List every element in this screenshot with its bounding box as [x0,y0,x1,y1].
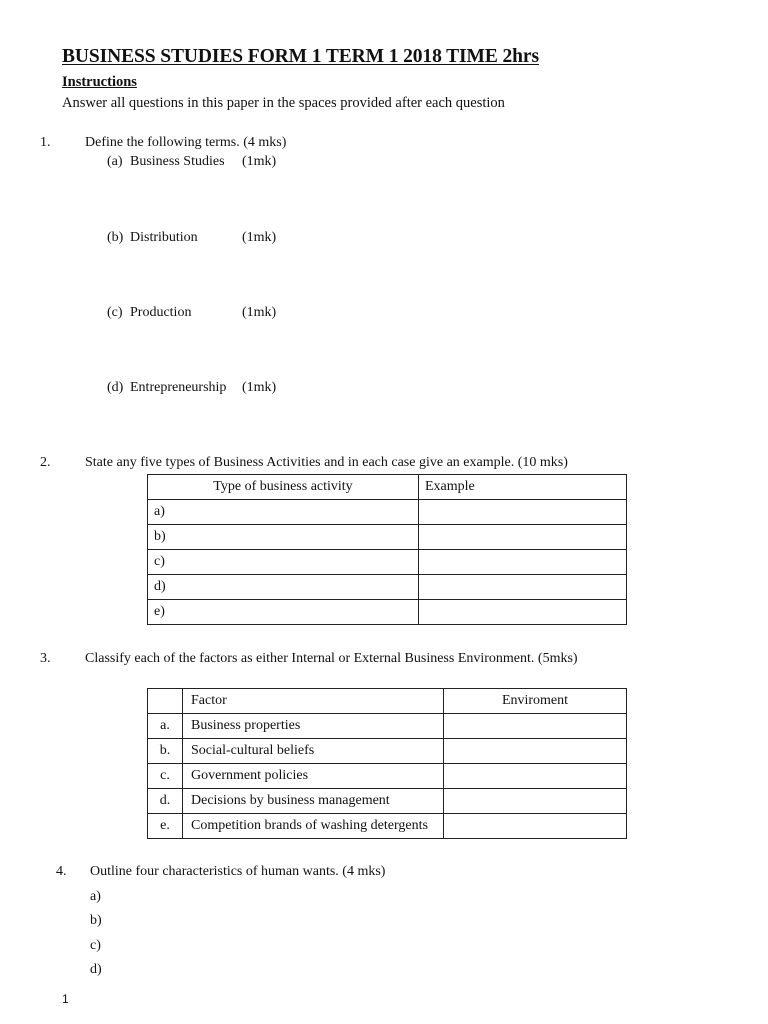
column-header-environment: Enviroment [444,689,627,714]
q1-part-a-marks: (1mk) [242,154,277,169]
q4-item-d: d) [90,962,102,977]
question-1-number: 1. [40,135,51,150]
table-row [148,575,627,600]
question-4-number: 4. [56,864,67,879]
row-label: a. [148,714,183,739]
row-label: c. [148,764,183,789]
factor-cell: Decisions by business management [183,789,444,814]
answer-cell[interactable] [419,525,627,550]
q4-item-c: c) [90,938,101,953]
column-header-type: Type of business activity [148,475,419,500]
q1-part-c-term: Production [130,305,192,320]
question-3-number: 3. [40,651,51,666]
row-label: a) [148,500,419,525]
table-header-row [148,689,627,714]
row-label: e. [148,814,183,839]
factor-cell: Competition brands of washing detergents [183,814,444,839]
q1-part-c-marks: (1mk) [242,305,277,320]
table-row [148,764,627,789]
table-row [148,789,627,814]
instructions-heading: Instructions [62,74,137,90]
q4-item-b: b) [90,913,102,928]
q1-part-b-term: Distribution [130,230,198,245]
q1-part-b-marks: (1mk) [242,230,277,245]
row-label: d) [148,575,419,600]
answer-cell[interactable] [444,814,627,839]
row-label: b) [148,525,419,550]
answer-cell[interactable] [444,739,627,764]
q1-part-d-marks: (1mk) [242,380,277,395]
answer-cell[interactable] [419,575,627,600]
question-1-text: Define the following terms. (4 mks) [85,135,287,150]
answer-cell[interactable] [444,714,627,739]
page-title: BUSINESS STUDIES FORM 1 TERM 1 2018 TIME 2hrs [62,46,539,67]
instructions-text: Answer all questions in this paper in the spaces provided after each question [62,95,505,111]
table-row [148,500,627,525]
business-environment-table [147,688,627,839]
factor-cell: Government policies [183,764,444,789]
column-header-example: Example [419,475,627,500]
q1-part-b-label: (b) [107,230,124,245]
row-label: d. [148,789,183,814]
factor-cell: Business properties [183,714,444,739]
table-row [148,525,627,550]
factor-cell: Social-cultural beliefs [183,739,444,764]
question-2-text: State any five types of Business Activities and in each case give an example. (10 mks) [85,455,568,470]
table-row [148,600,627,625]
q1-part-c-label: (c) [107,305,123,320]
table-row [148,814,627,839]
q1-part-a-term: Business Studies [130,154,225,169]
column-header-blank [148,689,183,714]
q4-item-a: a) [90,889,101,904]
row-label: b. [148,739,183,764]
business-activities-table [147,474,627,625]
table-row [148,550,627,575]
q1-part-a-label: (a) [107,154,123,169]
answer-cell[interactable] [419,550,627,575]
question-3-text: Classify each of the factors as either Internal or External Business Environment. (5mks) [85,651,578,666]
table-row [148,714,627,739]
answer-cell[interactable] [419,500,627,525]
table-header-row [148,475,627,500]
row-label: e) [148,600,419,625]
q1-part-d-label: (d) [107,380,124,395]
page-number: 1 [62,992,69,1006]
answer-cell[interactable] [444,764,627,789]
q1-part-d-term: Entrepreneurship [130,380,227,395]
answer-cell[interactable] [444,789,627,814]
answer-cell[interactable] [419,600,627,625]
question-4-text: Outline four characteristics of human wants. (4 mks) [90,864,386,879]
table-row [148,739,627,764]
question-2-number: 2. [40,455,51,470]
column-header-factor: Factor [183,689,444,714]
row-label: c) [148,550,419,575]
